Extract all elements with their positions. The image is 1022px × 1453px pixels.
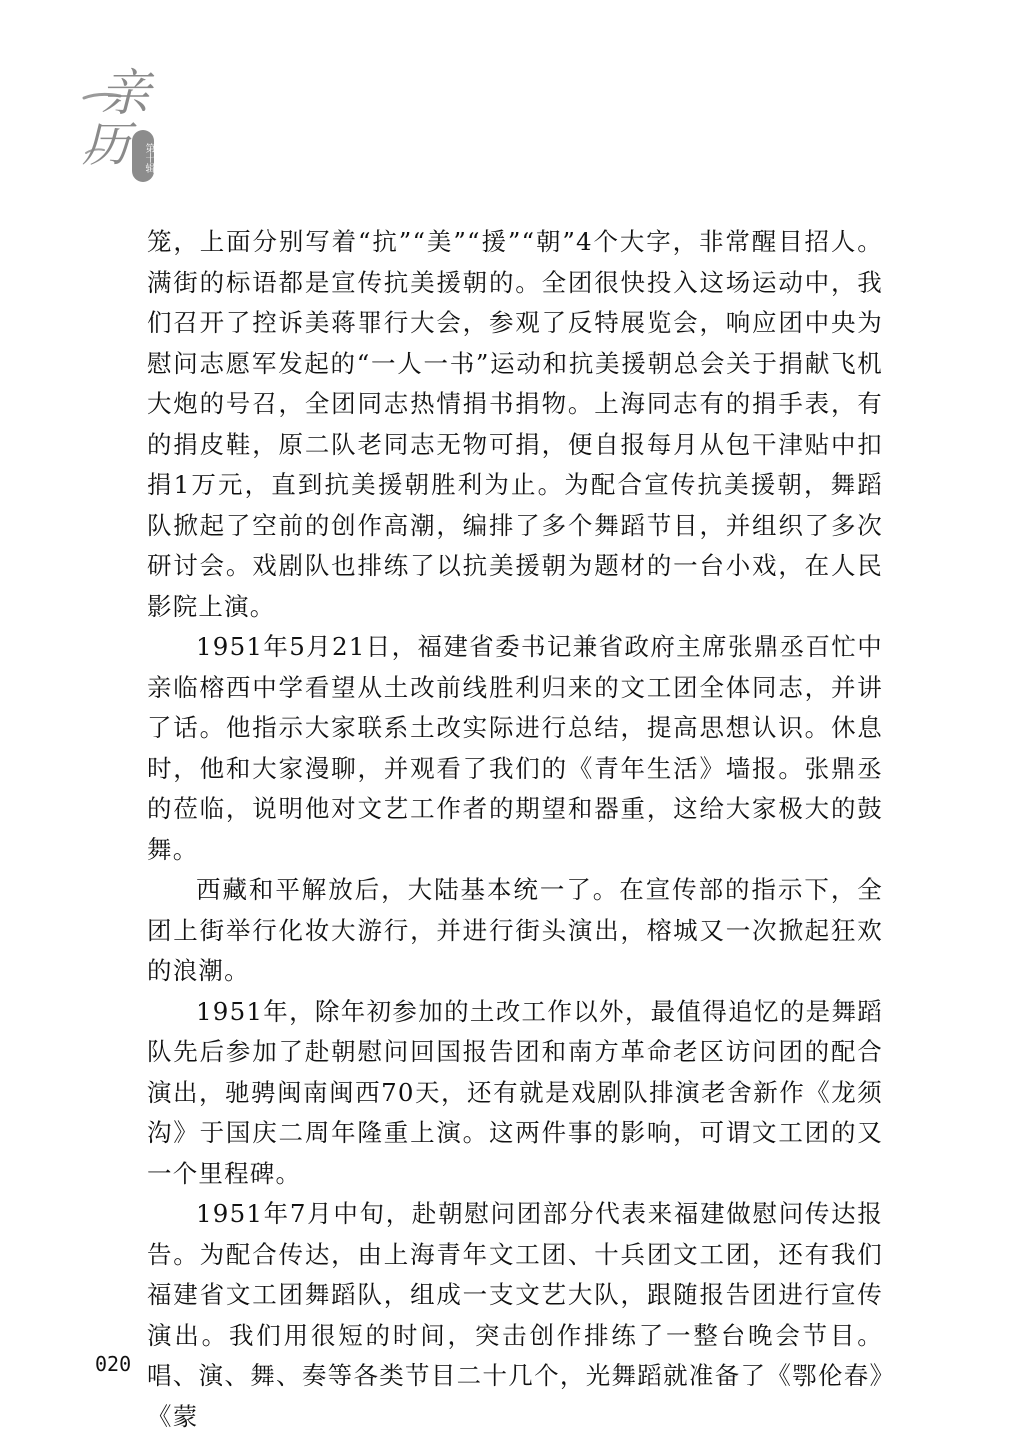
paragraph: 1951年7月中旬，赴朝慰问团部分代表来福建做慰问传达报告。为配合传达，由上海青年文工团、十兵团文工团，还有我们福建省文工团舞蹈队，组成一支文艺大队，跟随报告团进行宣传演出。我们用很短的时间，突击创作排练了一整台晚会节目。唱、演、舞、奏等各类节目二十几个，光舞蹈就准备了《鄂伦春》《蒙	[147, 1199, 883, 1431]
logo-volume-badge: 第十辑	[132, 130, 154, 182]
paragraph: 西藏和平解放后，大陆基本统一了。在宣传部的指示下，全团上街举行化妆大游行，并进行街头演出，榕城又一次掀起狂欢的浪潮。	[147, 875, 883, 985]
paragraph-continued: 笼，上面分别写着“抗”“美”“援”“朝”4个大字，非常醒目招人。满街的标语都是宣传抗美援朝的。全团很快投入这场运动中，我们召开了控诉美蒋罪行大会，参观了反特展览会，响应团中央为慰问志愿军发起的“一人一书”运动和抗美援朝总会关于捐献飞机大炮的号召，全团同志热情捐书捐物。上海同志有的捐手表，有的捐皮鞋，原二队老同志无物可捐，便自报每月从包干津贴中扣捐1万元，直到抗美援朝胜利为止。为配合宣传抗美援朝，舞蹈队掀起了空前的创作高潮，编排了多个舞蹈节目，并组织了多次研讨会。戏剧队也排练了以抗美援朝为题材的一台小戏，在人民影院上演。	[147, 227, 883, 621]
series-logo	[80, 58, 170, 188]
page-number: 020	[95, 1352, 132, 1376]
paragraph: 1951年，除年初参加的土改工作以外，最值得追忆的是舞蹈队先后参加了赴朝慰问回国报告团和南方革命老区访问团的配合演出，驰骋闽南闽西70天，还有就是戏剧队排演老舍新作《龙须沟》于国庆二周年隆重上演。这两件事的影响，可谓文工团的又一个里程碑。	[147, 996, 883, 1188]
logo-character-li: 历	[82, 117, 131, 173]
body-text	[147, 222, 883, 1437]
paragraph: 1951年5月21日，福建省委书记兼省政府主席张鼎丞百忙中亲临榕西中学看望从土改前线胜利归来的文工团全体同志，并讲了话。他指示大家联系土改实际进行总结，提高思想认识。休息时，他和大家漫聊，并观看了我们的《青年生活》墙报。张鼎丞的莅临，说明他对文艺工作者的期望和器重，这给大家极大的鼓舞。	[147, 632, 883, 864]
logo-character-qin: 亲	[100, 64, 150, 122]
